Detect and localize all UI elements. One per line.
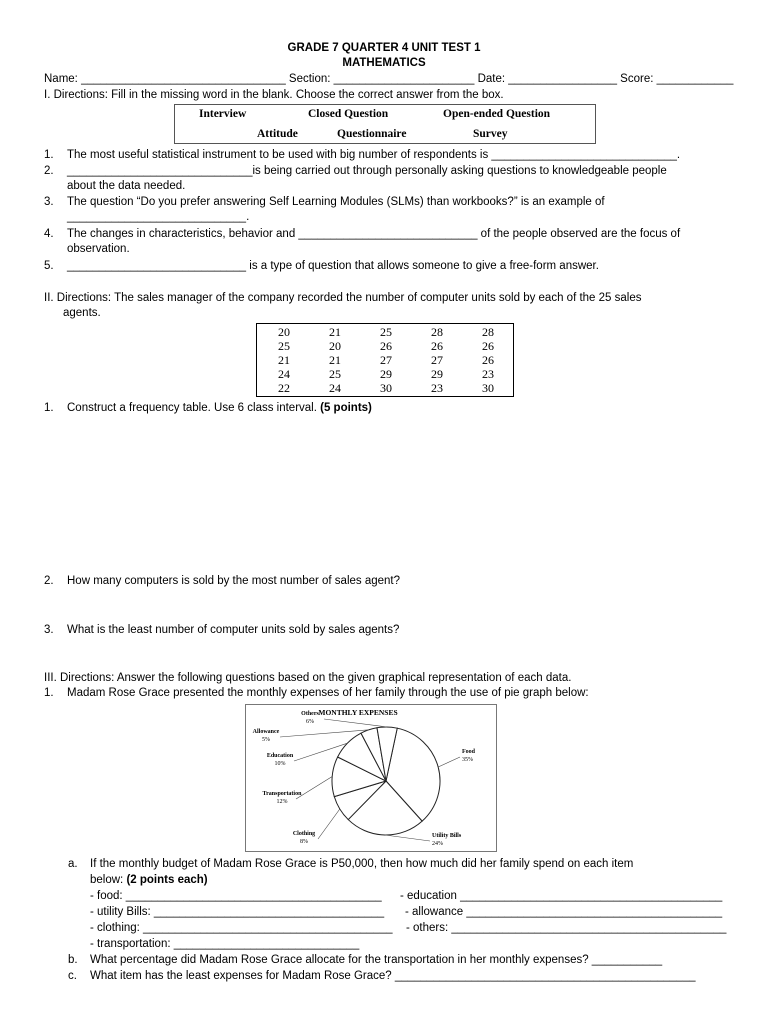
blank-utility-bills[interactable]: - utility Bills: ____________________________________ <box>90 906 385 918</box>
q4-number: 4. <box>44 228 54 240</box>
pie-chart-frame <box>245 704 497 852</box>
table-cell: 29 <box>431 367 443 381</box>
choice-questionnaire: Questionnaire <box>337 128 407 140</box>
q3-number: 3. <box>44 196 54 208</box>
slice-label: Education <box>266 753 294 759</box>
slice-label: Food <box>462 749 476 755</box>
part3-directions: III. Directions: Answer the following questions based on the given graphical representation of each data. <box>44 672 572 684</box>
page-title: GRADE 7 QUARTER 4 UNIT TEST 1 <box>287 42 481 54</box>
blank-others[interactable]: - others: ___________________________________________ <box>406 922 727 934</box>
chart-title: MONTHLY EXPENSES <box>318 708 398 717</box>
table-cell: 22 <box>278 381 290 395</box>
qa-label: a. <box>68 858 78 870</box>
table-cell: 29 <box>380 367 392 381</box>
blank-food[interactable]: - food: ________________________________________ <box>90 890 382 902</box>
blank-transportation[interactable]: - transportation: _____________________________ <box>90 938 360 950</box>
choice-survey: Survey <box>473 128 508 140</box>
slice-label: Others <box>301 711 319 717</box>
table-cell: 25 <box>329 367 341 381</box>
table-cell: 26 <box>482 353 494 367</box>
table-cell: 20 <box>278 325 290 339</box>
q5-number: 5. <box>44 260 54 272</box>
table-cell: 23 <box>482 367 494 381</box>
leader-line <box>438 757 460 767</box>
qa-text-cont <box>90 873 208 887</box>
p2-q3-number: 3. <box>44 624 54 636</box>
table-cell: 20 <box>329 339 341 353</box>
slice-label: Clothing <box>292 831 316 837</box>
slice-value-label: 10% <box>274 761 286 767</box>
qb-label: b. <box>68 954 78 966</box>
table-cell: 28 <box>482 325 494 339</box>
table-cell: 25 <box>278 339 290 353</box>
choice-interview: Interview <box>199 108 247 120</box>
qb-text[interactable]: What percentage did Madam Rose Grace allocate for the transportation in her monthly expenses? ___________ <box>90 954 663 966</box>
slice-label: Utility Bills <box>432 833 462 839</box>
p2-q2-number: 2. <box>44 575 54 587</box>
slice-label: Allowance <box>252 729 280 735</box>
blank-education[interactable]: - education _________________________________________ <box>400 890 723 902</box>
slice-value-label: 8% <box>300 839 308 845</box>
q5-text[interactable]: ____________________________ is a type of question that allows someone to give a free-form answer. <box>67 260 599 272</box>
p3-q1-text: Madam Rose Grace presented the monthly expenses of her family through the use of pie graph below: <box>67 687 589 699</box>
table-cell: 21 <box>278 353 290 367</box>
choice-attitude: Attitude <box>257 128 298 140</box>
table-cell: 21 <box>329 353 341 367</box>
sales-data-table <box>256 323 514 397</box>
p2-q1-question: Construct a frequency table. Use 6 class interval. <box>67 402 317 414</box>
qa-points: (2 points each) <box>126 874 208 886</box>
slice-value-label: 24% <box>432 841 443 847</box>
part1-directions: I. Directions: Fill in the missing word in the blank. Choose the correct answer from the box. <box>44 89 504 101</box>
p3-q1-number: 1. <box>44 687 54 699</box>
subject-title: MATHEMATICS <box>342 57 426 69</box>
table-cell: 25 <box>380 325 392 339</box>
table-cell: 26 <box>380 339 392 353</box>
slice-value-label: 12% <box>276 799 288 805</box>
p2-q1-number: 1. <box>44 402 54 414</box>
leader-line <box>318 809 340 839</box>
q2-text[interactable]: _____________________________is being carried out through personally asking questions to knowledgeable people <box>67 165 667 177</box>
p2-q1-points: (5 points) <box>320 402 372 414</box>
slice-value-label: 35% <box>462 757 473 763</box>
p2-q1-text <box>67 401 372 415</box>
slice-value-label: 5% <box>262 737 270 743</box>
student-info-line[interactable]: Name: ________________________________ Section: ______________________ Date: _________________ Score: ____________ <box>44 73 734 85</box>
table-cell: 27 <box>380 353 392 367</box>
table-cell: 27 <box>431 353 443 367</box>
table-cell: 30 <box>380 381 392 395</box>
table-cell: 28 <box>431 325 443 339</box>
part2-directions: II. Directions: The sales manager of the company recorded the number of computer units sold by each of the 25 sales <box>44 292 642 304</box>
leader-line <box>385 835 430 841</box>
slice-label: Transportation <box>262 791 302 797</box>
leader-line <box>324 719 387 727</box>
answer-choice-box <box>174 104 596 144</box>
qc-text[interactable]: What item has the least expenses for Madam Rose Grace? _______________________________________________ <box>90 970 696 982</box>
table-cell: 26 <box>482 339 494 353</box>
blank-clothing[interactable]: - clothing: _______________________________________ <box>90 922 393 934</box>
qa-text: If the monthly budget of Madam Rose Grace is P50,000, then how much did her family spend on each item <box>90 858 634 870</box>
choice-closed-question: Closed Question <box>308 108 389 120</box>
q4-text-cont: observation. <box>67 243 130 255</box>
slice-value-label: 6% <box>306 719 314 725</box>
table-cell: 24 <box>278 367 290 381</box>
choice-open-ended-question: Open-ended Question <box>443 108 551 120</box>
q3-text: The question “Do you prefer answering Self Learning Modules (SLMs) than workbooks?” is an example of <box>67 196 605 208</box>
table-cell: 24 <box>329 381 341 395</box>
q4-text[interactable]: The changes in characteristics, behavior and ____________________________ of the people observed are the focus of <box>67 228 681 240</box>
q1-text[interactable]: The most useful statistical instrument to be used with big number of respondents is _____________________________. <box>67 149 681 161</box>
q2-number: 2. <box>44 165 54 177</box>
qa-below: below: <box>90 874 124 886</box>
q3-blank[interactable]: ____________________________. <box>67 211 250 223</box>
q2-text-cont: about the data needed. <box>67 180 186 192</box>
p2-q2-text: How many computers is sold by the most number of sales agent? <box>67 575 401 587</box>
part2-directions-cont: agents. <box>63 307 101 319</box>
table-cell: 21 <box>329 325 341 339</box>
qc-label: c. <box>68 970 77 982</box>
table-cell: 30 <box>482 381 494 395</box>
p2-q3-text: What is the least number of computer units sold by sales agents? <box>67 624 400 636</box>
blank-allowance[interactable]: - allowance ________________________________________ <box>405 906 723 918</box>
table-cell: 23 <box>431 381 443 395</box>
q1-number: 1. <box>44 149 54 161</box>
table-cell: 26 <box>431 339 443 353</box>
pie-chart <box>246 705 496 851</box>
